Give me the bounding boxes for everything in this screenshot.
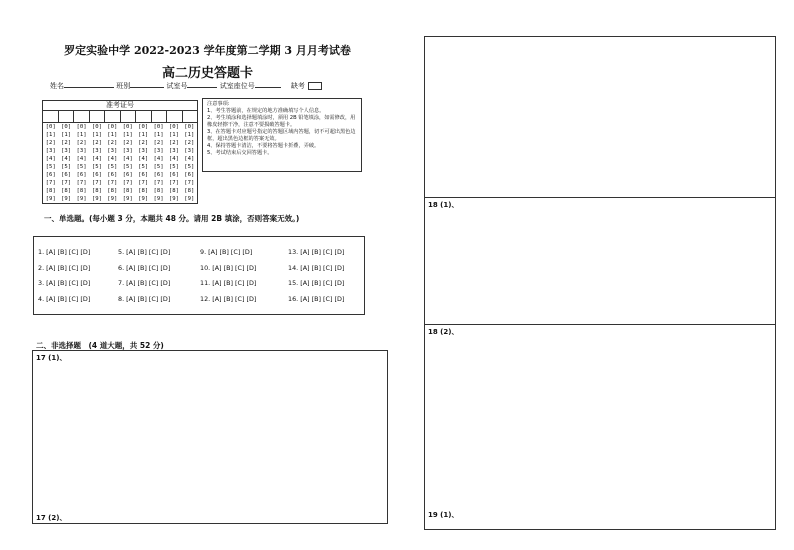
digit-bubble[interactable]: [8] bbox=[61, 188, 72, 194]
digit-bubble[interactable]: [4] bbox=[184, 156, 195, 162]
question-label-18-2: 18 (2)、 bbox=[428, 328, 459, 336]
digit-bubble[interactable]: [6] bbox=[91, 172, 102, 178]
notice-item: 3、在答题卡对应题号指定的答题区域内答题，切不可超出黑色边框，超出黑色边框的答案无效。 bbox=[207, 129, 356, 142]
digit-bubble[interactable]: [4] bbox=[122, 156, 133, 162]
digit-bubble[interactable]: [2] bbox=[184, 140, 195, 146]
notice-item: 2、考生填涂和选择题填涂时，须用 2B 铅笔填涂，如需修改，用橡皮轻擦干净，注意不要损破答题卡。 bbox=[207, 115, 356, 128]
digit-bubble[interactable]: [4] bbox=[153, 156, 164, 162]
digit-bubble[interactable]: [7] bbox=[76, 180, 87, 186]
digit-row bbox=[43, 131, 197, 139]
digit-bubble[interactable]: [2] bbox=[168, 140, 179, 146]
seat-label: 试室座位号 bbox=[219, 82, 255, 90]
class-label: 班别 bbox=[116, 82, 131, 90]
digit-bubble[interactable]: [4] bbox=[107, 156, 118, 162]
digit-bubble[interactable]: [1] bbox=[138, 132, 149, 138]
digit-bubble[interactable]: [0] bbox=[61, 124, 72, 130]
digit-bubble[interactable]: [1] bbox=[91, 132, 102, 138]
digit-bubble[interactable]: [1] bbox=[153, 132, 164, 138]
digit-bubble[interactable]: [8] bbox=[107, 188, 118, 194]
digit-bubble[interactable]: [0] bbox=[122, 124, 133, 130]
mcq-item[interactable]: 16. [A] [B] [C] [D] bbox=[288, 295, 345, 303]
mcq-item[interactable]: 10. [A] [B] [C] [D] bbox=[200, 264, 257, 272]
digit-bubble[interactable]: [9] bbox=[184, 196, 195, 202]
exam-number-grid bbox=[42, 100, 198, 204]
digit-bubble[interactable]: [9] bbox=[153, 196, 164, 202]
digit-bubble[interactable]: [8] bbox=[168, 188, 179, 194]
digit-bubble[interactable]: [5] bbox=[184, 164, 195, 170]
digit-bubble[interactable]: [7] bbox=[122, 180, 133, 186]
seat-field[interactable] bbox=[255, 80, 281, 88]
digit-bubble[interactable]: [5] bbox=[76, 164, 87, 170]
question-label-17-2: 17 (2)、 bbox=[36, 514, 67, 522]
notice-item: 5、考试结束后交回答题卡。 bbox=[207, 150, 273, 156]
digit-bubble[interactable]: [5] bbox=[45, 164, 56, 170]
digit-bubble[interactable]: [0] bbox=[184, 124, 195, 130]
name-field[interactable] bbox=[64, 80, 114, 88]
question-label-18-1: 18 (1)、 bbox=[428, 201, 459, 209]
digit-bubble[interactable]: [6] bbox=[168, 172, 179, 178]
name-label: 姓名 bbox=[50, 82, 64, 90]
class-field[interactable] bbox=[130, 80, 164, 88]
digit-row bbox=[43, 171, 197, 179]
digit-bubble[interactable]: [1] bbox=[168, 132, 179, 138]
digit-bubble[interactable]: [0] bbox=[107, 124, 118, 130]
digit-row bbox=[43, 139, 197, 147]
exam-number-header: 准考证号 bbox=[43, 101, 197, 111]
student-info-line bbox=[50, 80, 322, 91]
digit-bubble[interactable]: [3] bbox=[91, 148, 102, 154]
digit-bubble[interactable]: [7] bbox=[153, 180, 164, 186]
digit-bubble[interactable]: [7] bbox=[45, 180, 56, 186]
digit-bubble[interactable]: [5] bbox=[138, 164, 149, 170]
digit-bubble[interactable]: [4] bbox=[91, 156, 102, 162]
digit-bubble[interactable]: [5] bbox=[153, 164, 164, 170]
digit-bubble[interactable]: [9] bbox=[76, 196, 87, 202]
mcq-item[interactable]: 3. [A] [B] [C] [D] bbox=[38, 279, 91, 287]
notice-title: 注意事项: bbox=[207, 101, 230, 107]
digit-bubble[interactable]: [0] bbox=[168, 124, 179, 130]
answer-sheet-subtitle: 高二历史答题卡 bbox=[161, 66, 253, 81]
digit-bubble[interactable]: [2] bbox=[45, 140, 56, 146]
digit-bubble[interactable]: [3] bbox=[138, 148, 149, 154]
digit-bubble[interactable]: [1] bbox=[76, 132, 87, 138]
digit-row bbox=[43, 123, 197, 131]
digit-bubble[interactable]: [7] bbox=[61, 180, 72, 186]
digit-bubble[interactable]: [7] bbox=[138, 180, 149, 186]
digit-bubble[interactable]: [0] bbox=[76, 124, 87, 130]
digit-bubble[interactable]: [8] bbox=[153, 188, 164, 194]
digit-bubble[interactable]: [5] bbox=[107, 164, 118, 170]
digit-row bbox=[43, 179, 197, 187]
digit-bubble[interactable]: [1] bbox=[107, 132, 118, 138]
mcq-item[interactable]: 2. [A] [B] [C] [D] bbox=[38, 264, 91, 272]
digit-row bbox=[43, 163, 197, 171]
digit-bubble[interactable]: [2] bbox=[76, 140, 87, 146]
exam-number-write-boxes[interactable] bbox=[43, 111, 197, 123]
digit-bubble[interactable]: [2] bbox=[138, 140, 149, 146]
digit-bubble[interactable]: [1] bbox=[184, 132, 195, 138]
digit-bubble[interactable]: [9] bbox=[138, 196, 149, 202]
digit-bubble[interactable]: [7] bbox=[91, 180, 102, 186]
question-label-17-1: 17 (1)、 bbox=[36, 354, 67, 362]
digit-bubble[interactable]: [7] bbox=[168, 180, 179, 186]
section2-heading: 二、非选择题 (4 道大题，共 52 分) bbox=[36, 341, 164, 350]
digit-bubble[interactable]: [5] bbox=[91, 164, 102, 170]
digit-bubble[interactable]: [3] bbox=[107, 148, 118, 154]
digit-bubble[interactable]: [6] bbox=[122, 172, 133, 178]
notice-box bbox=[202, 98, 362, 172]
digit-bubble[interactable]: [0] bbox=[91, 124, 102, 130]
digit-bubble[interactable]: [4] bbox=[168, 156, 179, 162]
digit-bubble[interactable]: [6] bbox=[76, 172, 87, 178]
digit-bubble[interactable]: [8] bbox=[76, 188, 87, 194]
digit-bubble[interactable]: [8] bbox=[91, 188, 102, 194]
digit-bubble[interactable]: [4] bbox=[45, 156, 56, 162]
question-label-19-1: 19 (1)、 bbox=[428, 511, 459, 519]
digit-bubble[interactable]: [7] bbox=[107, 180, 118, 186]
section1-heading: 一、单选题。(每小题 3 分，本题共 48 分。请用 2B 填涂，否则答案无效。) bbox=[44, 214, 300, 223]
room-label: 试室号 bbox=[166, 82, 188, 90]
digit-bubble[interactable]: [2] bbox=[61, 140, 72, 146]
mcq-item[interactable]: 9. [A] [B] [C] [D] bbox=[200, 248, 253, 256]
digit-bubble[interactable]: [0] bbox=[45, 124, 56, 130]
digit-row bbox=[43, 147, 197, 155]
digit-bubble[interactable]: [6] bbox=[107, 172, 118, 178]
exam-title: 罗定实验中学 2022-2023 学年度第二学期 3 月月考试卷 bbox=[64, 44, 351, 57]
mcq-item[interactable]: 7. [A] [B] [C] [D] bbox=[118, 279, 171, 287]
mcq-item[interactable]: 1. [A] [B] [C] [D] bbox=[38, 248, 91, 256]
digit-bubble[interactable]: [3] bbox=[45, 148, 56, 154]
digit-bubble[interactable]: [9] bbox=[91, 196, 102, 202]
digit-bubble[interactable]: [3] bbox=[76, 148, 87, 154]
notice-item: 4、保持答题卡清洁，不要将答题卡折叠，弄破。 bbox=[207, 143, 320, 149]
mcq-item[interactable]: 4. [A] [B] [C] [D] bbox=[38, 295, 91, 303]
digit-bubble[interactable]: [3] bbox=[61, 148, 72, 154]
absent-label: 缺考 bbox=[290, 82, 305, 90]
digit-bubble[interactable]: [4] bbox=[61, 156, 72, 162]
digit-bubble[interactable]: [2] bbox=[153, 140, 164, 146]
digit-row bbox=[43, 155, 197, 163]
digit-row bbox=[43, 187, 197, 195]
answer-box-q17[interactable] bbox=[32, 350, 388, 524]
digit-bubble[interactable]: [8] bbox=[184, 188, 195, 194]
digit-bubble[interactable]: [1] bbox=[122, 132, 133, 138]
absent-checkbox[interactable] bbox=[308, 82, 322, 90]
notice-item: 1、考生答题前，在规定的地方准确填写个人信息。 bbox=[207, 108, 325, 114]
mcq-item[interactable]: 12. [A] [B] [C] [D] bbox=[200, 295, 257, 303]
digit-bubble[interactable]: [2] bbox=[122, 140, 133, 146]
exam-number-digits bbox=[43, 123, 197, 203]
mcq-item[interactable]: 14. [A] [B] [C] [D] bbox=[288, 264, 345, 272]
digit-bubble[interactable]: [3] bbox=[168, 148, 179, 154]
digit-bubble[interactable]: [8] bbox=[45, 188, 56, 194]
digit-bubble[interactable]: [5] bbox=[168, 164, 179, 170]
digit-bubble[interactable]: [2] bbox=[91, 140, 102, 146]
mcq-item[interactable]: 15. [A] [B] [C] [D] bbox=[288, 279, 345, 287]
mcq-item[interactable]: 8. [A] [B] [C] [D] bbox=[118, 295, 171, 303]
room-field[interactable] bbox=[187, 80, 217, 88]
digit-bubble[interactable]: [9] bbox=[168, 196, 179, 202]
digit-bubble[interactable]: [6] bbox=[138, 172, 149, 178]
digit-bubble[interactable]: [4] bbox=[76, 156, 87, 162]
digit-bubble[interactable]: [9] bbox=[107, 196, 118, 202]
digit-bubble[interactable]: [9] bbox=[45, 196, 56, 202]
digit-bubble[interactable]: [6] bbox=[153, 172, 164, 178]
divider bbox=[425, 197, 775, 198]
divider bbox=[425, 324, 775, 325]
digit-bubble[interactable]: [3] bbox=[153, 148, 164, 154]
mcq-item[interactable]: 6. [A] [B] [C] [D] bbox=[118, 264, 171, 272]
digit-bubble[interactable]: [1] bbox=[45, 132, 56, 138]
digit-bubble[interactable]: [6] bbox=[45, 172, 56, 178]
digit-bubble[interactable]: [3] bbox=[122, 148, 133, 154]
digit-bubble[interactable]: [6] bbox=[184, 172, 195, 178]
mcq-item[interactable]: 5. [A] [B] [C] [D] bbox=[118, 248, 171, 256]
digit-bubble[interactable]: [5] bbox=[61, 164, 72, 170]
mcq-item[interactable]: 11. [A] [B] [C] [D] bbox=[200, 279, 257, 287]
digit-bubble[interactable]: [4] bbox=[138, 156, 149, 162]
digit-bubble[interactable]: [1] bbox=[61, 132, 72, 138]
digit-bubble[interactable]: [5] bbox=[122, 164, 133, 170]
mcq-item[interactable]: 13. [A] [B] [C] [D] bbox=[288, 248, 345, 256]
answer-box-right[interactable] bbox=[424, 36, 776, 530]
digit-bubble[interactable]: [8] bbox=[138, 188, 149, 194]
digit-bubble[interactable]: [0] bbox=[138, 124, 149, 130]
digit-bubble[interactable]: [2] bbox=[107, 140, 118, 146]
digit-bubble[interactable]: [9] bbox=[122, 196, 133, 202]
digit-bubble[interactable]: [3] bbox=[184, 148, 195, 154]
digit-bubble[interactable]: [8] bbox=[122, 188, 133, 194]
digit-row bbox=[43, 195, 197, 203]
digit-bubble[interactable]: [6] bbox=[61, 172, 72, 178]
digit-bubble[interactable]: [0] bbox=[153, 124, 164, 130]
digit-bubble[interactable]: [7] bbox=[184, 180, 195, 186]
digit-bubble[interactable]: [9] bbox=[61, 196, 72, 202]
multiple-choice-grid bbox=[33, 236, 365, 315]
